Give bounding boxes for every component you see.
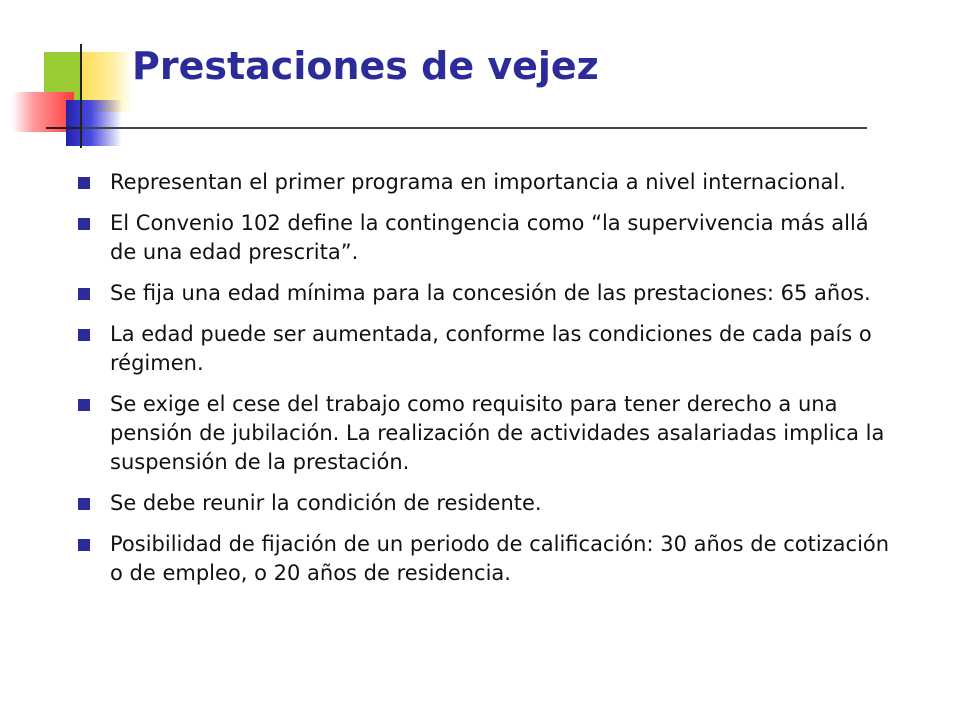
red-square-decoration: [12, 92, 74, 132]
bullet-text: Posibilidad de fijación de un periodo de calificación: 30 años de cotización o de empleo, o 20 años de residencia.: [110, 532, 890, 585]
square-bullet-icon: [78, 329, 90, 341]
bullet-text: Se debe reunir la condición de residente.: [110, 491, 542, 515]
square-bullet-icon: [78, 498, 90, 510]
bullet-text: Se fija una edad mínima para la concesión de las prestaciones: 65 años.: [110, 281, 871, 305]
square-bullet-icon: [78, 218, 90, 230]
blue-square-decoration: [66, 100, 122, 146]
vertical-rule: [80, 44, 82, 148]
bullet-text: La edad puede ser aumentada, conforme las condiciones de cada país o régimen.: [110, 322, 872, 375]
title-underline: [82, 127, 867, 129]
square-bullet-icon: [78, 288, 90, 300]
bullet-item: [78, 390, 898, 477]
bullet-item: [78, 320, 898, 378]
bullet-list: [78, 168, 898, 600]
bullet-text: El Convenio 102 define la contingencia como “la supervivencia más allá de una edad prescrita”.: [110, 211, 869, 264]
bullet-item: [78, 530, 898, 588]
square-bullet-icon: [78, 177, 90, 189]
bullet-text: Representan el primer programa en importancia a nivel internacional.: [110, 170, 846, 194]
slide-title: Prestaciones de vejez: [132, 44, 599, 88]
bullet-item: [78, 489, 898, 518]
bullet-item: [78, 279, 898, 308]
bullet-text: Se exige el cese del trabajo como requisito para tener derecho a una pensión de jubilación. La realización de actividades asalariadas implica la suspensión de la prestación.: [110, 392, 885, 474]
square-bullet-icon: [78, 399, 90, 411]
bullet-item: [78, 168, 898, 197]
square-bullet-icon: [78, 539, 90, 551]
bullet-item: [78, 209, 898, 267]
